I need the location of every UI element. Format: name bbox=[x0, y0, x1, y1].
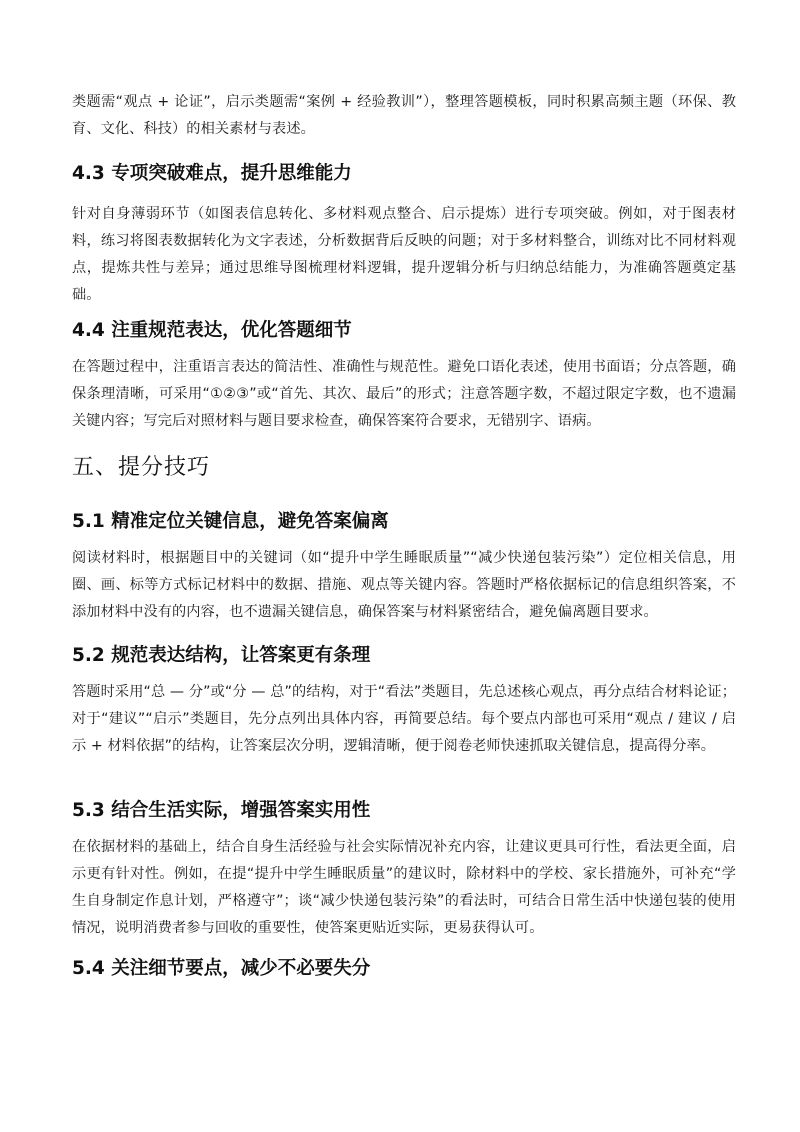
heading-section-5: 五、提分技巧 bbox=[72, 455, 211, 480]
paragraph-intro: 类题需“观点 + 论证”，启示类题需“案例 + 经验教训”），整理答题模板，同时积累高频主题（环保、教育、文化、科技）的相关素材与表述。 bbox=[72, 94, 736, 137]
heading-5-2: 5.2 规范表达结构，让答案更有条理 bbox=[72, 645, 371, 666]
paragraph-4-3: 针对自身薄弱环节（如图表信息转化、多材料观点整合、启示提炼）进行专项突破。例如，对于图表材料，练习将图表数据转化为文字表述，分析数据背后反映的问题；对于多材料整合，训练对比不同材料观点，提炼共性与差异；通过思维导图梳理材料逻辑，提升逻辑分析与归纳总结能力，为准确答题奠定基础。 bbox=[72, 206, 736, 303]
paragraph-5-1: 阅读材料时，根据题目中的关键词（如“提升中学生睡眠质量”“减少快递包装污染”）定位相关信息，用圈、画、标等方式标记材料中的数据、措施、观点等关键内容。答题时严格依据标记的信息组织答案，不添加材料中没有的内容，也不遗漏关键信息，确保答案与材料紧密结合，避免偏离题目要求。 bbox=[72, 550, 736, 620]
heading-4-4: 4.4 注重规范表达，优化答题细节 bbox=[72, 320, 352, 341]
paragraph-4-4: 在答题过程中，注重语言表达的简洁性、准确性与规范性。避免口语化表述，使用书面语；分点答题，确保条理清晰，可采用“①②③”或“首先、其次、最后”的形式；注意答题字数，不超过限定字数，也不遗漏关键内容；写完后对照材料与题目要求检查，确保答案符合要求，无错别字、语病。 bbox=[72, 359, 736, 429]
heading-5-1: 5.1 精准定位关键信息，避免答案偏离 bbox=[72, 511, 389, 532]
heading-5-4: 5.4 关注细节要点，减少不必要失分 bbox=[72, 958, 371, 979]
paragraph-5-2: 答题时采用“总 — 分”或“分 — 总”的结构，对于“看法”类题目，先总述核心观点，再分点结合材料论证；对于“建议”“启示”类题目，先分点列出具体内容，再简要总结。每个要点内部也可采用“观点 / 建议 / 启示 + 材料依据”的结构，让答案层次分明，逻辑清晰，便于阅卷老师快速抓取关键信息，提高得分率。 bbox=[72, 684, 736, 754]
paragraph-5-3: 在依据材料的基础上，结合自身生活经验与社会实际情况补充内容，让建议更具可行性，看法更全面，启示更有针对性。例如，在提“提升中学生睡眠质量”的建议时，除材料中的学校、家长措施外，可补充“学生自身制定作息计划，严格遵守”；谈“减少快递包装污染”的看法时，可结合日常生活中快递包装的使用情况，说明消费者参与回收的重要性，使答案更贴近实际，更易获得认可。 bbox=[72, 839, 736, 936]
heading-5-3: 5.3 结合生活实际，增强答案实用性 bbox=[72, 800, 371, 821]
heading-4-3: 4.3 专项突破难点，提升思维能力 bbox=[72, 163, 352, 184]
